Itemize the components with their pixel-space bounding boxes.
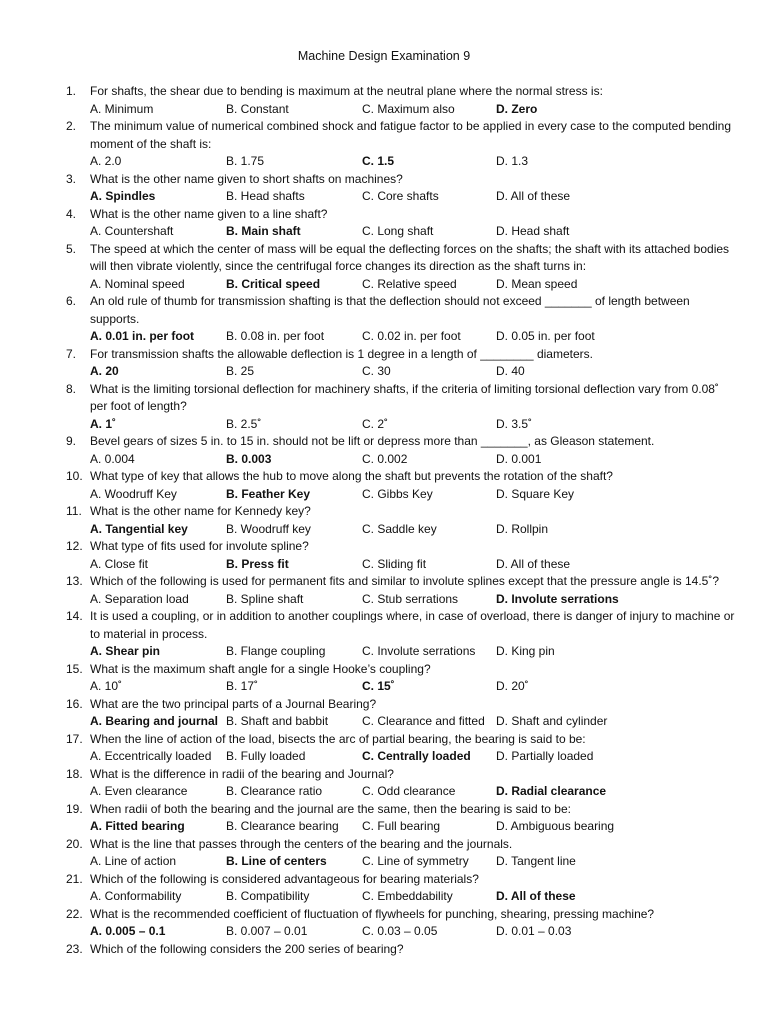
question-text: Which of the following is used for permanent fits and similar to involute splines except that the pressure angle is 14.5˚? bbox=[90, 574, 719, 588]
question-text: It is used a coupling, or in addition to another couplings where, in case of overload, there is danger of injury to machine or to material in process. bbox=[90, 609, 735, 641]
answer-option-correct: A. Tangential key bbox=[90, 521, 188, 536]
answer-option-correct: A. Spindles bbox=[90, 189, 156, 203]
question-item bbox=[66, 661, 736, 696]
answer-options bbox=[90, 101, 736, 119]
question-text: What is the difference in radii of the bearing and Journal? bbox=[90, 766, 394, 781]
question-item bbox=[66, 871, 736, 906]
question-text: What type of key that allows the hub to move along the shaft but prevents the rotation of the shaft? bbox=[90, 469, 613, 483]
answer-option: A. Nominal speed bbox=[90, 276, 185, 291]
answer-option: A. Minimum bbox=[90, 101, 154, 116]
answer-option: A. Eccentrically loaded bbox=[90, 749, 212, 763]
question-number: 13. bbox=[66, 574, 83, 588]
question-item bbox=[66, 696, 736, 731]
answer-option: D. Ambiguous bearing bbox=[496, 819, 615, 833]
page-title: Machine Design Examination 9 bbox=[297, 49, 471, 63]
answer-option: C. Gibbs Key bbox=[362, 486, 433, 501]
answer-option: C. Maximum also bbox=[362, 101, 455, 116]
question-text: What are the two principal parts of a Journal Bearing? bbox=[90, 696, 377, 711]
answer-option-correct: D. Zero bbox=[496, 101, 538, 116]
question-text: What is the other name for Kennedy key? bbox=[90, 504, 311, 518]
question-text: Bevel gears of sizes 5 in. to 15 in. should not be lift or depress more than _______, as Gleason statement. bbox=[90, 434, 655, 448]
answer-option: B. 25 bbox=[226, 364, 255, 378]
answer-option: D. Tangent line bbox=[496, 854, 576, 868]
answer-option-correct: B. Critical speed bbox=[226, 276, 321, 291]
question-text: What is the maximum shaft angle for a single Hooke’s coupling? bbox=[90, 661, 431, 676]
question-number: 15. bbox=[66, 661, 83, 676]
answer-option: C. Line of symmetry bbox=[362, 854, 469, 868]
answer-options bbox=[90, 153, 736, 171]
answer-option: C. 30 bbox=[362, 364, 391, 378]
answer-option: C. 0.002 bbox=[362, 451, 408, 466]
answer-option: D. Shaft and cylinder bbox=[496, 714, 608, 728]
question-text: Which of the following is considered advantageous for bearing materials? bbox=[90, 871, 479, 886]
question-text: The minimum value of numerical combined shock and fatigue factor to be applied in every case to the computed bending moment of the shaft is: bbox=[90, 119, 732, 151]
question-text: What is the recommended coefficient of fluctuation of flywheels for punching, shearing, pressing machine? bbox=[90, 906, 655, 921]
question-number: 5. bbox=[66, 241, 77, 256]
answer-option: D. 3.5˚ bbox=[496, 416, 533, 431]
answer-option-correct: D. Involute serrations bbox=[496, 591, 619, 606]
question-text: What is the line that passes through the centers of the bearing and the journals. bbox=[90, 836, 513, 851]
answer-options bbox=[90, 853, 736, 871]
question-number: 21. bbox=[66, 871, 83, 886]
answer-option: B. Head shafts bbox=[226, 189, 305, 203]
answer-option-correct: B. Line of centers bbox=[226, 854, 327, 868]
question-item bbox=[66, 573, 736, 608]
answer-option: C. 2˚ bbox=[362, 416, 389, 431]
answer-option-correct: A. 0.005 – 0.1 bbox=[90, 924, 166, 938]
question-item bbox=[66, 171, 736, 206]
question-number: 3. bbox=[66, 171, 77, 186]
question-item bbox=[66, 346, 736, 381]
answer-options bbox=[90, 328, 736, 346]
question-item bbox=[66, 608, 736, 661]
answer-option: C. Core shafts bbox=[362, 189, 439, 203]
answer-option: A. 2.0 bbox=[90, 154, 122, 168]
answer-option: C. Full bearing bbox=[362, 819, 441, 833]
answer-options bbox=[90, 748, 736, 766]
answer-option: B. Clearance ratio bbox=[226, 784, 323, 798]
answer-options bbox=[90, 783, 736, 801]
question-number: 23. bbox=[66, 941, 83, 956]
answer-option-correct: A. 20 bbox=[90, 364, 119, 378]
answer-options bbox=[90, 486, 736, 504]
answer-option-correct: B. 0.003 bbox=[226, 451, 272, 466]
answer-option-correct: A. Bearing and journal bbox=[90, 714, 219, 728]
answer-option-correct: C. 1.5 bbox=[362, 154, 395, 168]
question-item bbox=[66, 906, 736, 941]
question-text: The speed at which the center of mass will be equal the deflecting forces on the shafts; the shaft with its attached bodies will then vibrate violently, since the centrifugal force changes its direction as the shaft turns in: bbox=[90, 241, 730, 273]
answer-option: A. 10˚ bbox=[90, 679, 123, 693]
answer-option: B. Compatibility bbox=[226, 889, 310, 903]
question-number: 20. bbox=[66, 836, 83, 851]
answer-options bbox=[90, 818, 736, 836]
answer-option: B. Flange coupling bbox=[226, 644, 326, 658]
answer-option: C. Embeddability bbox=[362, 889, 453, 903]
answer-option: A. Woodruff Key bbox=[90, 486, 177, 501]
answer-option: A. Countershaft bbox=[90, 224, 174, 238]
answer-option-correct: A. Shear pin bbox=[90, 644, 161, 658]
question-item bbox=[66, 468, 736, 503]
answer-option: C. Sliding fit bbox=[362, 556, 427, 571]
question-text: Which of the following considers the 200 series of bearing? bbox=[90, 941, 404, 956]
answer-option-correct: D. All of these bbox=[496, 889, 576, 903]
question-number: 6. bbox=[66, 294, 77, 308]
answer-option: A. Close fit bbox=[90, 556, 149, 571]
answer-option: A. Line of action bbox=[90, 854, 177, 868]
answer-option: C. Involute serrations bbox=[362, 644, 476, 658]
answer-options bbox=[90, 713, 736, 731]
answer-option: C. Odd clearance bbox=[362, 784, 456, 798]
question-item bbox=[66, 381, 736, 434]
answer-option: B. 0.08 in. per foot bbox=[226, 329, 325, 343]
answer-option: D. King pin bbox=[496, 644, 555, 658]
answer-option: B. Clearance bearing bbox=[226, 819, 339, 833]
answer-option: C. Stub serrations bbox=[362, 591, 459, 606]
question-number: 11. bbox=[66, 504, 82, 518]
answer-option: D. All of these bbox=[496, 556, 571, 571]
question-number: 17. bbox=[66, 731, 83, 746]
question-item bbox=[66, 241, 736, 294]
answer-option: C. Relative speed bbox=[362, 276, 457, 291]
answer-option: D. 0.001 bbox=[496, 451, 542, 466]
answer-option-correct: B. Feather Key bbox=[226, 486, 311, 501]
question-text: For transmission shafts the allowable deflection is 1 degree in a length of ________ diameters. bbox=[90, 346, 593, 361]
answer-options bbox=[90, 521, 736, 539]
answer-option: B. 2.5˚ bbox=[226, 416, 262, 431]
answer-options bbox=[90, 363, 736, 381]
answer-option: D. Rollpin bbox=[496, 521, 549, 536]
answer-option-correct: B. Main shaft bbox=[226, 224, 301, 238]
answer-option-correct: A. 1˚ bbox=[90, 416, 117, 431]
answer-option: B. 0.007 – 0.01 bbox=[226, 924, 308, 938]
answer-option: B. Shaft and babbit bbox=[226, 714, 329, 728]
answer-option: D. 0.01 – 0.03 bbox=[496, 924, 572, 938]
question-text: When the line of action of the load, bisects the arc of partial bearing, the bearing is said to be: bbox=[90, 731, 586, 746]
question-number: 14. bbox=[66, 609, 83, 623]
answer-options bbox=[90, 223, 736, 241]
answer-option: D. 1.3 bbox=[496, 154, 529, 168]
question-text: What is the limiting torsional deflection for machinery shafts, if the criteria of limiting torsional deflection vary from 0.08˚ per foot of length? bbox=[90, 381, 719, 413]
answer-options bbox=[90, 888, 736, 906]
question-list bbox=[66, 83, 736, 958]
answer-option: B. Woodruff key bbox=[226, 521, 311, 536]
question-text: What type of fits used for involute spline? bbox=[90, 539, 309, 553]
answer-option: D. Mean speed bbox=[496, 276, 578, 291]
question-text: When radii of both the bearing and the journal are the same, then the bearing is said to be: bbox=[90, 801, 571, 816]
question-item bbox=[66, 801, 736, 836]
answer-options bbox=[90, 591, 736, 609]
answer-option: A. Conformability bbox=[90, 889, 182, 903]
question-item bbox=[66, 836, 736, 871]
question-item bbox=[66, 941, 736, 959]
question-number: 18. bbox=[66, 766, 83, 781]
question-number: 2. bbox=[66, 119, 77, 133]
answer-option-correct: A. 0.01 in. per foot bbox=[90, 329, 195, 343]
answer-option: D. Partially loaded bbox=[496, 749, 594, 763]
answer-option: B. Fully loaded bbox=[226, 749, 306, 763]
question-item bbox=[66, 731, 736, 766]
answer-option: C. Saddle key bbox=[362, 521, 437, 536]
answer-option: C. 0.02 in. per foot bbox=[362, 329, 461, 343]
answer-option: D. Square Key bbox=[496, 486, 575, 501]
answer-option: C. Clearance and fitted bbox=[362, 714, 485, 728]
question-number: 4. bbox=[66, 206, 77, 221]
answer-option-correct: B. Press fit bbox=[226, 556, 289, 571]
answer-option: D. 40 bbox=[496, 364, 525, 378]
answer-option: D. All of these bbox=[496, 189, 571, 203]
question-item bbox=[66, 766, 736, 801]
answer-option: D. Head shaft bbox=[496, 224, 570, 238]
answer-option: A. 0.004 bbox=[90, 451, 135, 466]
answer-option: C. Long shaft bbox=[362, 224, 434, 238]
question-number: 8. bbox=[66, 381, 77, 396]
question-text: What is the other name given to a line shaft? bbox=[90, 206, 328, 221]
question-number: 19. bbox=[66, 801, 83, 816]
question-number: 10. bbox=[66, 469, 83, 483]
answer-option: D. 0.05 in. per foot bbox=[496, 329, 595, 343]
question-number: 12. bbox=[66, 539, 83, 553]
question-number: 16. bbox=[66, 696, 83, 711]
answer-option: B. Spline shaft bbox=[226, 591, 304, 606]
answer-options bbox=[90, 416, 736, 434]
answer-option-correct: C. Centrally loaded bbox=[362, 749, 471, 763]
answer-options bbox=[90, 923, 736, 941]
question-item bbox=[66, 83, 736, 118]
question-number: 22. bbox=[66, 906, 83, 921]
answer-options bbox=[90, 188, 736, 206]
answer-option: A. Separation load bbox=[90, 591, 189, 606]
question-item bbox=[66, 503, 736, 538]
question-number: 9. bbox=[66, 434, 77, 448]
question-item bbox=[66, 433, 736, 468]
answer-options bbox=[90, 451, 736, 469]
question-item bbox=[66, 293, 736, 346]
question-item bbox=[66, 538, 736, 573]
question-number: 1. bbox=[66, 84, 77, 98]
answer-options bbox=[90, 556, 736, 574]
question-text: What is the other name given to short shafts on machines? bbox=[90, 171, 403, 186]
question-text: For shafts, the shear due to bending is maximum at the neutral plane where the normal stress is: bbox=[90, 84, 603, 98]
answer-option: D. 20˚ bbox=[496, 679, 529, 693]
question-item bbox=[66, 118, 736, 171]
answer-option-correct: D. Radial clearance bbox=[496, 784, 607, 798]
answer-option-correct: C. 15˚ bbox=[362, 679, 395, 693]
answer-option: C. 0.03 – 0.05 bbox=[362, 924, 438, 938]
answer-option: B. Constant bbox=[226, 101, 289, 116]
answer-option: A. Even clearance bbox=[90, 784, 188, 798]
answer-option: B. 1.75 bbox=[226, 154, 265, 168]
answer-options bbox=[90, 678, 736, 696]
question-number: 7. bbox=[66, 346, 77, 361]
answer-option: B. 17˚ bbox=[226, 679, 259, 693]
question-text: An old rule of thumb for transmission shafting is that the deflection should not exceed _______ of length between supports. bbox=[90, 294, 690, 326]
answer-options bbox=[90, 643, 736, 661]
answer-options bbox=[90, 276, 736, 294]
question-item bbox=[66, 206, 736, 241]
answer-option-correct: A. Fitted bearing bbox=[90, 819, 185, 833]
